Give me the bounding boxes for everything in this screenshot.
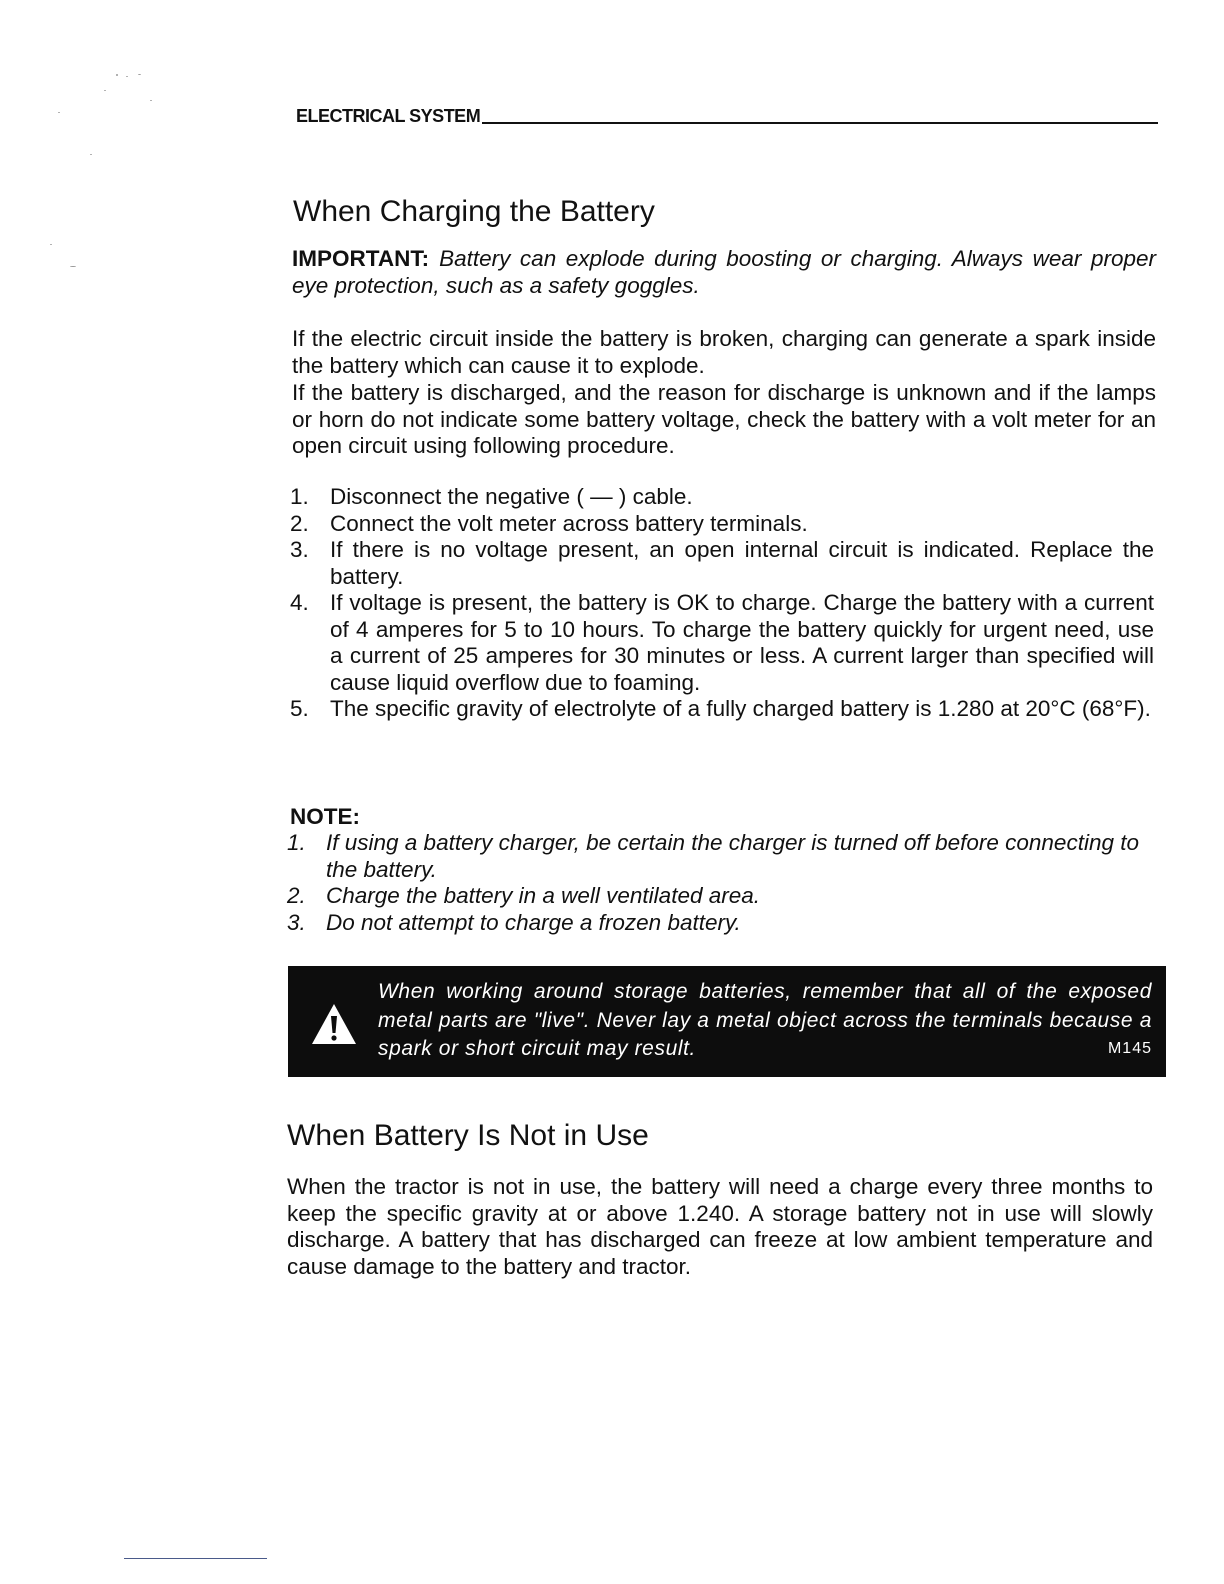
step-number: 4. [290,590,309,615]
procedure-steps [290,484,1154,723]
warning-text: When working around storage batteries, remember that all of the exposed metal parts are "live". Never lay a metal object across the terminals because a spark or short circuit may result. [378,980,1152,1060]
running-header [296,106,1158,126]
important-notice [292,246,1156,299]
note-number: 1. [287,830,306,855]
note-item [287,830,1153,883]
section-title-charging: When Charging the Battery [293,195,655,228]
header-label: ELECTRICAL SYSTEM [296,106,481,126]
step-item [290,590,1154,696]
scan-speck [150,100,152,101]
step-item [290,484,1154,511]
note-number: 3. [287,909,306,935]
scan-speck [90,154,92,155]
section-title-not-in-use: When Battery Is Not in Use [287,1119,649,1152]
note-text: If using a battery charger, be certain the charger is turned off before connecting to the battery. [326,830,1139,882]
step-number: 2. [290,510,309,536]
note-number: 2. [287,883,306,908]
step-text: If voltage is present, the battery is OK to charge. Charge the battery with a current of 4 amperes for 5 to 10 hours. To charge the battery quickly for urgent need, use a current of 25 amperes for 30 minutes or less. A current larger than specified will cause liquid overflow due to foaming. [330,590,1154,695]
scan-speck [126,76,128,77]
step-item [290,696,1154,723]
step-item [290,511,1154,538]
paragraph-not-in-use: When the tractor is not in use, the battery will need a charge every three months to keep the specific gravity at or above 1.240. A storage battery not in use will slowly discharge. A battery that has discharged can freeze at low ambient temperature and cause damage to the battery and tractor. [287,1174,1153,1279]
warning-code: M145 [1107,1040,1152,1057]
scan-speck [50,244,52,245]
scan-speck [58,112,60,113]
warning-box [288,966,1166,1077]
note-list [287,830,1153,936]
scan-speck [138,74,141,75]
step-text: If there is no voltage present, an open internal circuit is indicated. Replace the battery. [330,537,1154,589]
note-text: Do not attempt to charge a frozen battery. [326,909,741,935]
note-item [287,910,1153,937]
scan-speck [70,266,76,267]
scan-speck [104,90,106,91]
bottom-rule [124,1558,267,1559]
scan-speck [116,74,118,76]
warning-triangle-icon [310,1002,358,1046]
step-number: 1. [290,484,309,509]
note-label: NOTE: [290,804,360,829]
step-number: 5. [290,696,309,721]
step-item [290,537,1154,590]
important-text: Battery can explode during boosting or charging. Always wear proper eye protection, such as a safety goggles. [292,246,1156,298]
note-text: Charge the battery in a well ventilated area. [326,883,761,908]
step-text: Connect the volt meter across battery terminals. [330,510,808,536]
paragraph-discharged: If the battery is discharged, and the reason for discharge is unknown and if the lamps or horn do not indicate some battery voltage, check the battery with a volt meter for an open circuit using following procedure. [292,380,1156,458]
paragraph-circuit-broken: If the electric circuit inside the battery is broken, charging can generate a spark inside the battery which can cause it to explode. [292,326,1156,378]
step-text: Disconnect the negative ( — ) cable. [330,484,693,509]
step-number: 3. [290,537,309,562]
important-label: IMPORTANT: [292,246,430,271]
header-rule [482,122,1158,124]
note-item [287,883,1153,910]
step-text: The specific gravity of electrolyte of a fully charged battery is 1.280 at 20°C (68°F). [330,696,1151,721]
